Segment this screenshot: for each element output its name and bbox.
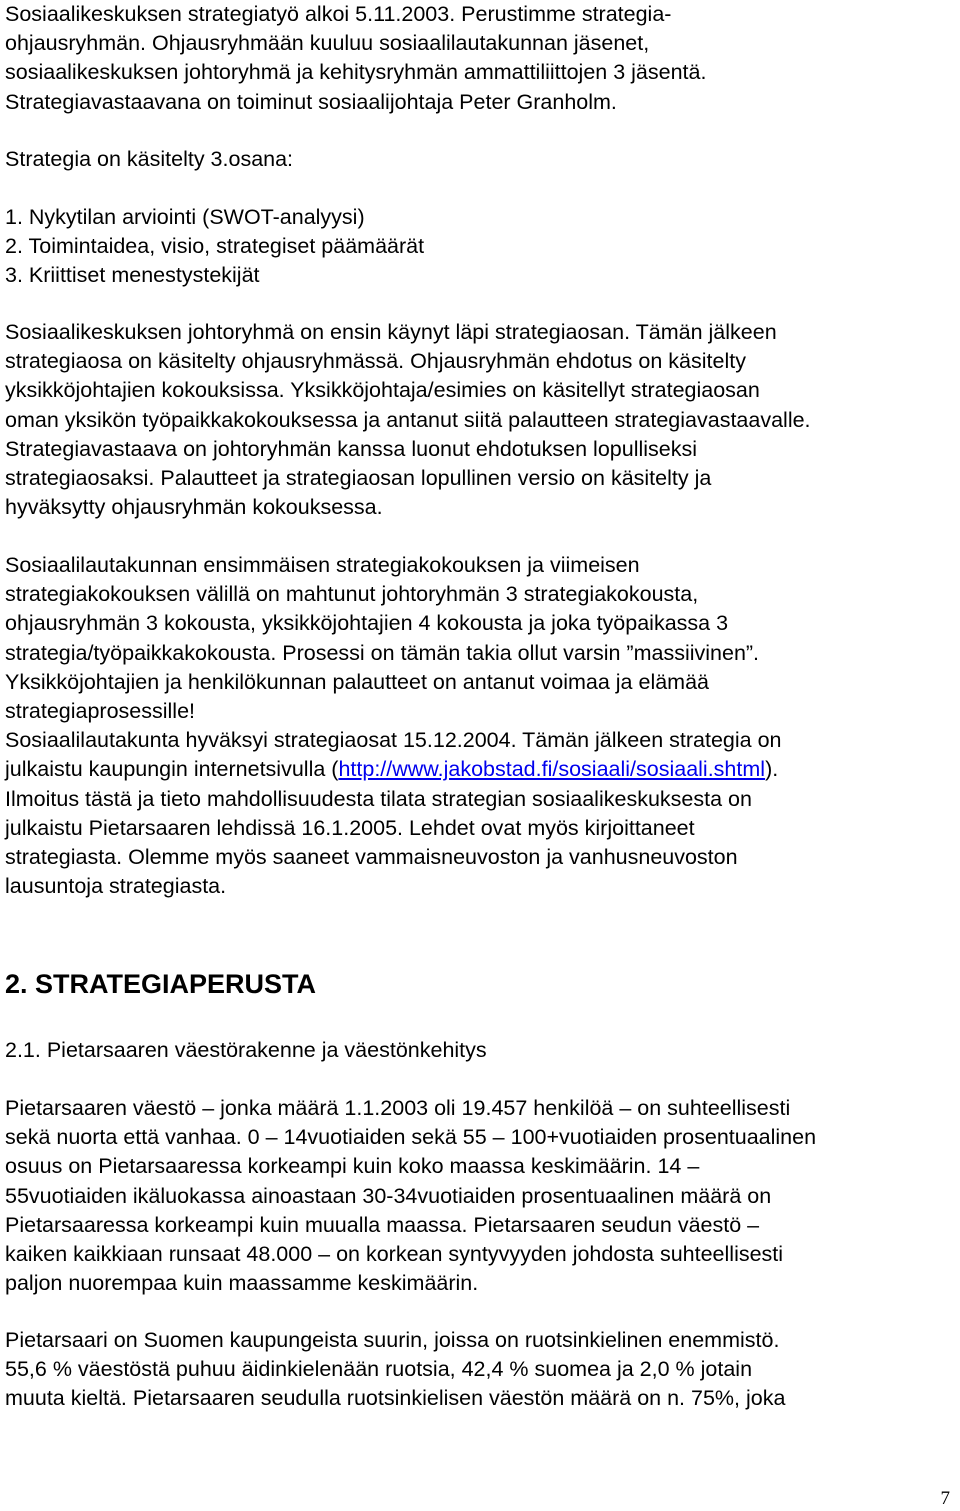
text-line: Ilmoitus tästä ja tieto mahdollisuudesta tilata strategian sosiaalikeskuksesta on: [5, 786, 752, 811]
text-line: hyväksytty ohjausryhmän kokouksessa.: [5, 495, 383, 520]
text-line: paljon nuorempaa kuin maassamme keskimäärin.: [5, 1271, 479, 1296]
meetings-paragraph: [5, 551, 781, 901]
text-line: julkaistu Pietarsaaren lehdissä 16.1.2005. Lehdet ovat myös kirjoittaneet: [5, 815, 695, 840]
text-line: strategiakokouksen välillä on mahtunut johtoryhmän 3 strategiakokousta,: [5, 582, 699, 607]
text-line: yksikköjohtajien kokouksissa. Yksikköjohtaja/esimies on käsitellyt strategiaosan: [5, 378, 760, 403]
text-line: strategiaprosessille!: [5, 699, 196, 724]
strategy-website-link[interactable]: http://www.jakobstad.fi/sosiaali/sosiaali.shtml: [338, 757, 766, 782]
text-line: ohjausryhmän. Ohjausryhmään kuuluu sosiaalilautakunnan jäsenet,: [5, 31, 650, 56]
text-line: Pietarsaaren väestö – jonka määrä 1.1.2003 oli 19.457 henkilöä – on suhteellisesti: [5, 1096, 791, 1120]
process-paragraph: [5, 318, 811, 522]
strategy-parts-intro: Strategia on käsitelty 3.osana:: [5, 147, 294, 171]
text-line: strategia/työpaikkakokousta. Prosessi on tämän takia ollut varsin ”massiivinen”.: [5, 640, 760, 665]
text-line: Sosiaalilautakunnan ensimmäisen strategiakokouksen ja viimeisen: [5, 553, 640, 577]
published-text-after: ).: [765, 757, 779, 782]
text-line: oman yksikön työpaikkakokouksessa ja antanut siitä palautteen strategiavastaavalle.: [5, 407, 811, 432]
text-line: Pietarsaaressa korkeampi kuin muualla maassa. Pietarsaaren seudun väestö –: [5, 1212, 760, 1237]
list-item: 3. Kriittiset menestystekijät: [5, 263, 260, 288]
text-line: sekä nuorta että vanhaa. 0 – 14vuotiaiden sekä 55 – 100+vuotiaiden prosentuaalinen: [5, 1125, 817, 1150]
section-heading: 2. STRATEGIAPERUSTA: [5, 969, 317, 999]
published-line: [5, 755, 781, 784]
text-line: 55vuotiaiden ikäluokassa ainoastaan 30-34vuotiaiden prosentuaalinen määrä on: [5, 1183, 772, 1208]
text-line: 55,6 % väestöstä puhuu äidinkielenään ruotsia, 42,4 % suomea ja 2,0 % jotain: [5, 1357, 753, 1382]
population-paragraph: [5, 1094, 816, 1298]
text-line: osuus on Pietarsaaressa korkeampi kuin koko maassa keskimäärin. 14 –: [5, 1154, 700, 1179]
intro-paragraph: [5, 0, 706, 117]
text-line: Yksikköjohtajien ja henkilökunnan palautteet on antanut voimaa ja elämää: [5, 669, 709, 694]
text-line: kaiken kaikkiaan runsaat 48.000 – on korkean syntyvyyden johdosta suhteellisesti: [5, 1242, 784, 1267]
strategy-parts-list: [5, 203, 424, 291]
text-line: Strategiavastaava on johtoryhmän kanssa luonut ehdotuksen lopulliseksi: [5, 436, 698, 461]
list-item: 1. Nykytilan arviointi (SWOT-analyysi): [5, 205, 365, 229]
text-line: strategiasta. Olemme myös saaneet vammaisneuvoston ja vanhusneuvoston: [5, 845, 738, 870]
text-line: Pietarsaari on Suomen kaupungeista suurin, joissa on ruotsinkielinen enemmistö.: [5, 1328, 780, 1352]
page-number: 7: [940, 1488, 950, 1509]
text-line: Sosiaalilautakunta hyväksyi strategiaosat 15.12.2004. Tämän jälkeen strategia on: [5, 728, 782, 753]
text-line: muuta kieltä. Pietarsaaren seudulla ruotsinkielisen väestön määrä on n. 75%, joka: [5, 1386, 786, 1411]
subsection-heading: 2.1. Pietarsaaren väestörakenne ja väestönkehitys: [5, 1038, 487, 1062]
text-line: sosiaalikeskuksen johtoryhmä ja kehitysryhmän ammattiliittojen 3 jäsentä.: [5, 60, 707, 85]
text-line: Sosiaalikeskuksen johtoryhmä on ensin käynyt läpi strategiaosan. Tämän jälkeen: [5, 320, 777, 344]
text-line: Strategiavastaavana on toiminut sosiaalijohtaja Peter Granholm.: [5, 89, 617, 114]
published-text-before: julkaistu kaupungin internetsivulla (: [5, 757, 339, 782]
language-paragraph: [5, 1326, 785, 1414]
text-line: ohjausryhmän 3 kokousta, yksikköjohtajien 4 kokousta ja joka työpaikassa 3: [5, 611, 729, 636]
text-line: lausuntoja strategiasta.: [5, 874, 227, 899]
list-item: 2. Toimintaidea, visio, strategiset päämäärät: [5, 234, 425, 259]
text-line: strategiaosa on käsitelty ohjausryhmässä. Ohjausryhmän ehdotus on käsitelty: [5, 349, 746, 374]
text-line: Sosiaalikeskuksen strategiatyö alkoi 5.11.2003. Perustimme strategia-: [5, 2, 672, 26]
text-line: strategiaosaksi. Palautteet ja strategiaosan lopullinen versio on käsitelty ja: [5, 466, 712, 491]
